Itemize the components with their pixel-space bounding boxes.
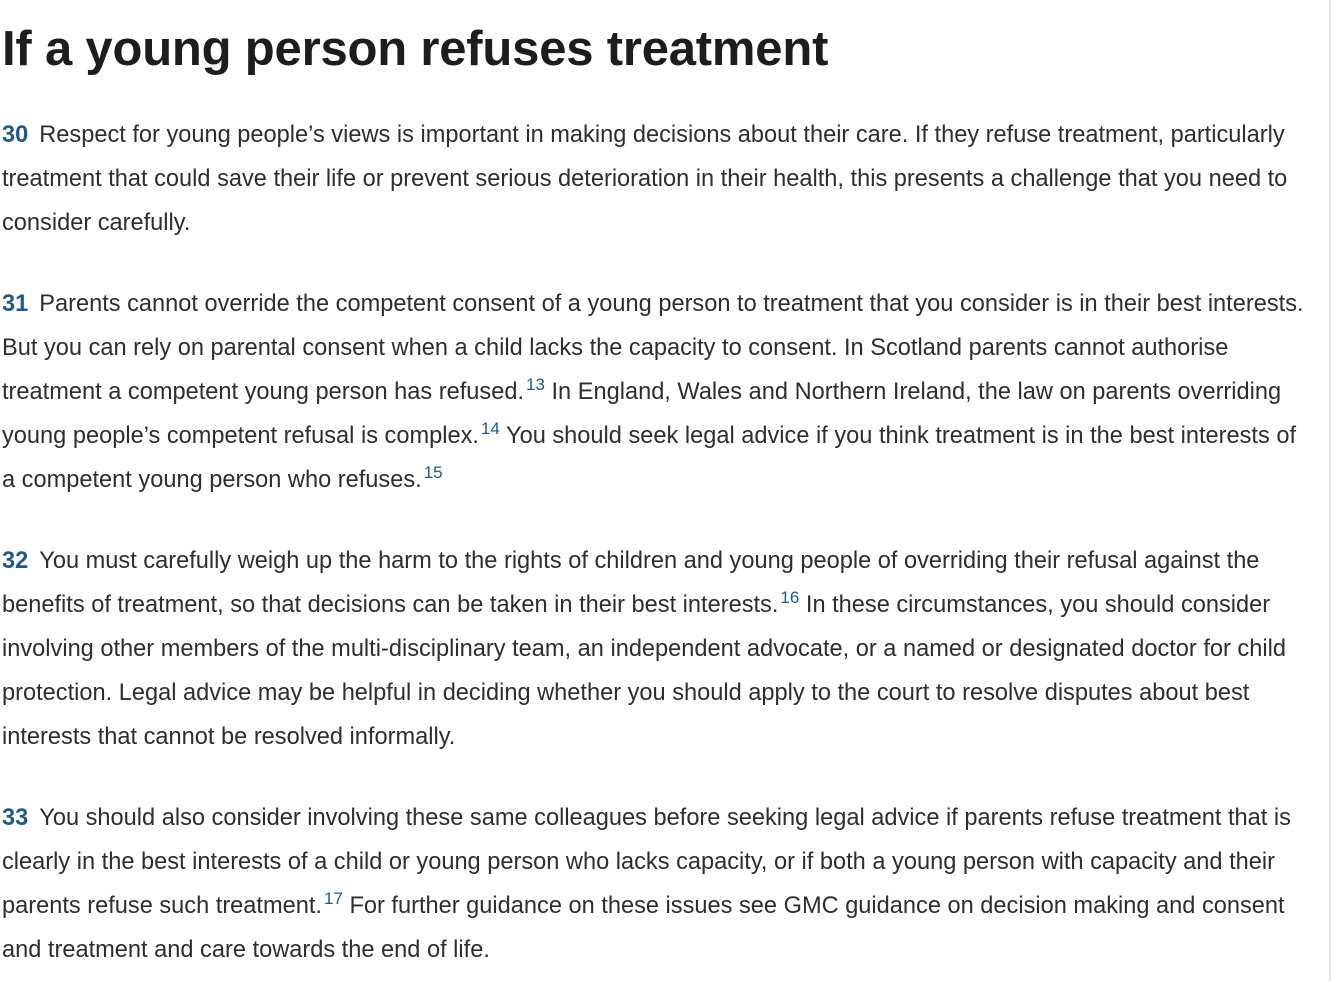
footnote-link-13[interactable]: 13: [526, 375, 545, 394]
paragraph-31: [2, 282, 1312, 502]
paragraph-number: 32: [2, 548, 29, 574]
paragraph-text: You should seek legal advice if you think treatment is in the best interests of a competent young person who refuses.: [2, 423, 1296, 493]
footnote-link-14[interactable]: 14: [480, 419, 500, 438]
paragraph-text: You should also consider involving these same colleagues before seeking legal advice if parents refuse treatment that is clearly in the best interests of a child or young person who lacks capacity, or if both a young person with capacity and their parents refuse such treatment.: [2, 805, 1291, 919]
paragraph-number: 31: [2, 291, 29, 317]
paragraph-text: Respect for young people’s views is important in making decisions about their care. If they refuse treatment, particularly treatment that could save their life or prevent serious deterioration in their health, this presents a challenge that you need to consider carefully.: [2, 122, 1288, 236]
paragraph-text: Parents cannot override the competent consent of a young person to treatment that you consider is in their best interests. But you can rely on parental consent when a child lacks the capacity to consent. In Scotland parents cannot authorise treatment a competent young person has refused.: [2, 291, 1304, 405]
paragraph-text: In these circumstances, you should consider involving other members of the multi-disciplinary team, an independent advocate, or a named or designated doctor for child protection. Legal advice may be helpful in deciding whether you should apply to the court to resolve disputes about best interests that cannot be resolved informally.: [2, 592, 1286, 750]
paragraph-30: [2, 113, 1312, 245]
paragraph-32: [2, 539, 1312, 759]
page-edge-divider: [1329, 0, 1331, 981]
footnote-link-17[interactable]: 17: [324, 889, 343, 908]
page-heading: If a young person refuses treatment: [2, 22, 829, 76]
paragraph-text: For further guidance on these issues see GMC guidance on decision making and consent and treatment and care towards the end of life.: [2, 893, 1285, 963]
paragraph-number: 33: [2, 805, 29, 831]
footnote-link-16[interactable]: 16: [780, 588, 800, 607]
footnote-link-15[interactable]: 15: [423, 463, 443, 482]
paragraph-33: [2, 796, 1312, 972]
paragraph-text: In England, Wales and Northern Ireland, the law on parents overriding young people’s competent refusal is complex.: [2, 379, 1282, 449]
paragraph-text: You must carefully weigh up the harm to the rights of children and young people of overriding their refusal against the benefits of treatment, so that decisions can be taken in their best interests.: [2, 548, 1260, 618]
paragraph-number: 30: [2, 122, 29, 148]
main-content: [2, 0, 1312, 972]
